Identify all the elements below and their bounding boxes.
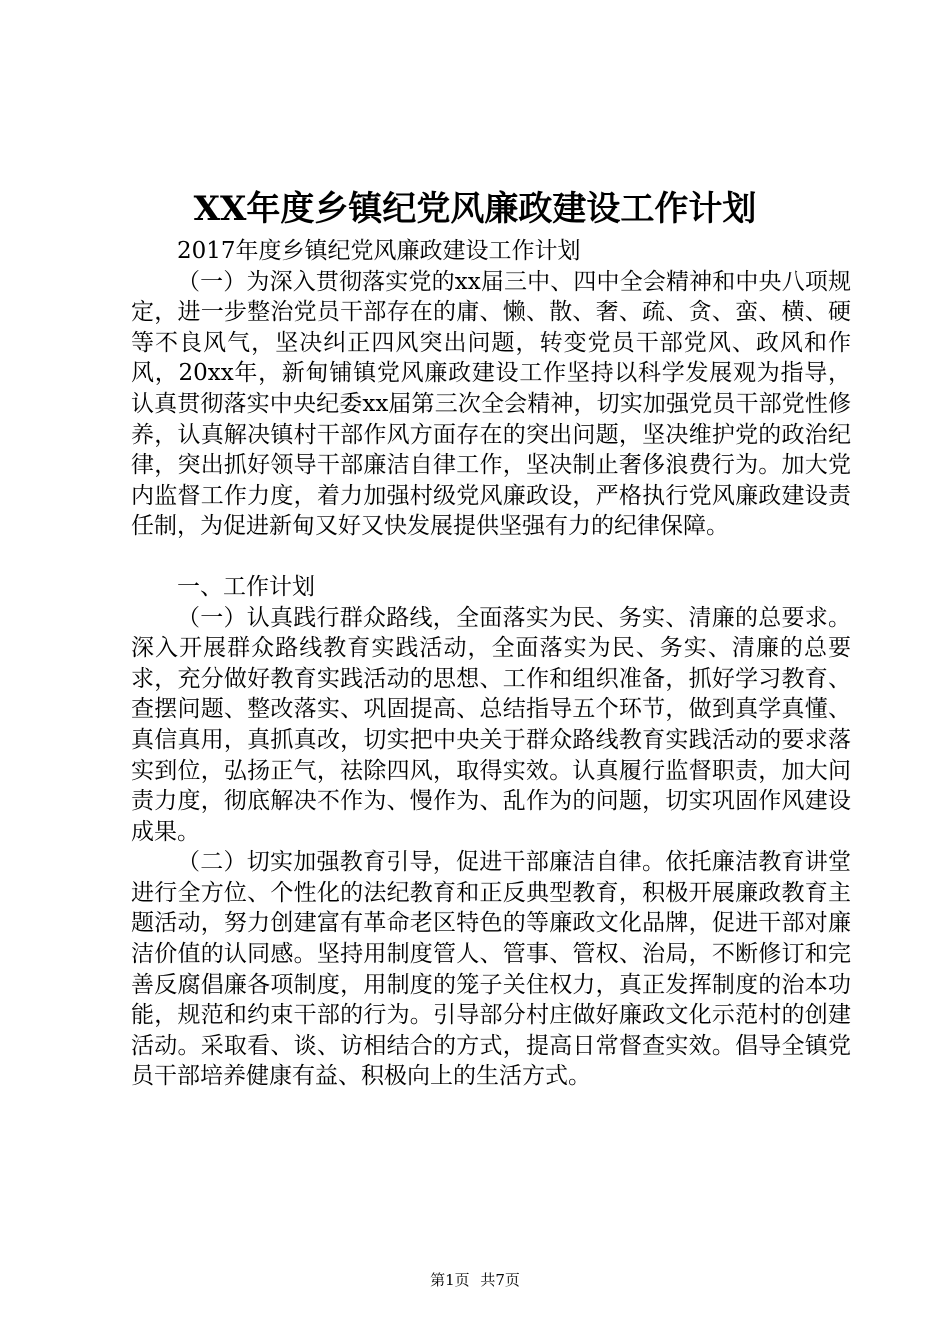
paragraph-education: （二）切实加强教育引导，促进干部廉洁自律。依托廉洁教育讲堂进行全方位、个性化的法纪教育和正反典型教育，积极开展廉政教育主题活动，努力创建富有革命老区特色的等廉政文化品牌，促进干部对廉洁价值的认同感。坚持用制度管人、管事、管权、治局，不断修订和完善反腐倡廉各项制度，用制度的笼子关住权力，真正发挥制度的治本功能，规范和约束干部的行为。引导部分村庄做好廉政文化示范村的创建活动。采取看、谈、访相结合的方式，提高日常督查实效。倡导全镇党员干部培养健康有益、积极向上的生活方式。: [131, 849, 851, 1090]
paragraph-intro: （一）为深入贯彻落实党的xx届三中、四中全会精神和中央八项规定，进一步整治党员干部存在的庸、懒、散、奢、疏、贪、蛮、横、硬等不良风气，坚决纠正四风突出问题，转变党员干部党风、政风和作风，20xx年，新甸铺镇党风廉政建设工作坚持以科学发展观为指导，认真贯彻落实中央纪委xx届第三次全会精神，切实加强党员干部党性修养，认真解决镇村干部作风方面存在的突出问题，坚决维护党的政治纪律，突出抓好领导干部廉洁自律工作，坚决制止奢侈浪费行为。加大党内监督工作力度，着力加强村级党风廉政设，严格执行党风廉政建设责任制，为促进新甸又好又快发展提供坚强有力的纪律保障。: [131, 268, 851, 540]
page-number: 第1页: [430, 1271, 470, 1289]
page-total: 共7页: [480, 1271, 520, 1289]
paragraph-gap: [131, 542, 851, 572]
section-heading: 一、工作计划: [177, 573, 315, 600]
paragraph-mass-line: （一）认真践行群众路线，全面落实为民、务实、清廉的总要求。深入开展群众路线教育实践活动，全面落实为民、务实、清廉的总要求，充分做好教育实践活动的思想、工作和组织准备，抓好学习教育、查摆问题、整改落实、巩固提高、总结指导五个环节，做到真学真懂、真信真用，真抓真改，切实把中央关于群众路线教育实践活动的要求落实到位，弘扬正气，祛除四风，取得实效。认真履行监督职责，加大问责力度，彻底解决不作为、慢作为、乱作为的问题，切实巩固作风建设成果。: [131, 604, 851, 845]
document-title: XX年度乡镇纪党风廉政建设工作计划: [193, 189, 757, 229]
document-subtitle: 2017年度乡镇纪党风廉政建设工作计划: [177, 238, 581, 264]
document-body: [131, 236, 851, 1092]
page-footer: [0, 1270, 950, 1290]
